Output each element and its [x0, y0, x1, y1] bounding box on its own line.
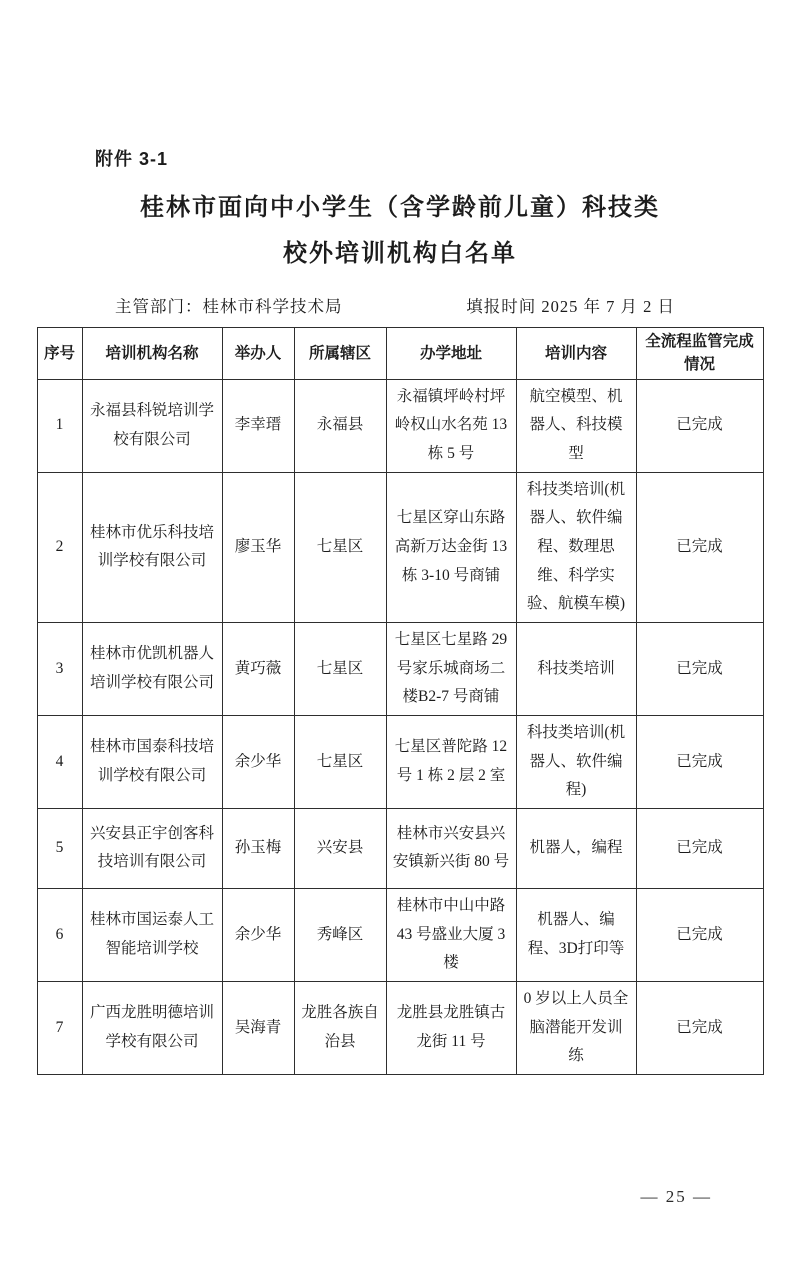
- table-cell-founder: 廖玉华: [222, 472, 294, 622]
- table-header-row: [37, 328, 763, 380]
- table-cell-name: 桂林市优乐科技培训学校有限公司: [82, 472, 222, 622]
- table-cell-content: 科技类培训: [516, 622, 636, 715]
- table-cell-district: 龙胜各族自治县: [294, 981, 386, 1074]
- table-cell-name: 广西龙胜明德培训学校有限公司: [82, 981, 222, 1074]
- table-cell-address: 七星区普陀路 12 号 1 栋 2 层 2 室: [386, 715, 516, 808]
- table-cell-status: 已完成: [636, 888, 763, 981]
- table-cell-founder: 余少华: [222, 715, 294, 808]
- document-title-line1: 桂林市面向中小学生（含学龄前儿童）科技类: [140, 194, 660, 221]
- table-cell-content: 科技类培训(机器人、软件编程、数理思维、科学实验、航模车模): [516, 472, 636, 622]
- table-cell-name: 桂林市国泰科技培训学校有限公司: [82, 715, 222, 808]
- table-cell-status: 已完成: [636, 808, 763, 888]
- table-cell-district: 七星区: [294, 622, 386, 715]
- table-cell-status: 已完成: [636, 981, 763, 1074]
- table-cell-no: 7: [37, 981, 82, 1074]
- table-row: [37, 715, 763, 808]
- header-cell: 序号: [37, 328, 82, 380]
- table-cell-founder: 孙玉梅: [222, 808, 294, 888]
- table-cell-address: 永福镇坪岭村坪岭权山水名苑 13 栋 5 号: [386, 379, 516, 472]
- header-cell: 所属辖区: [294, 328, 386, 380]
- table-cell-content: 机器人、编程、3D打印等: [516, 888, 636, 981]
- table-cell-status: 已完成: [636, 715, 763, 808]
- table-cell-no: 3: [37, 622, 82, 715]
- header-cell: 培训机构名称: [82, 328, 222, 380]
- meta-row: [115, 293, 675, 317]
- table-cell-name: 兴安县正宇创客科技培训有限公司: [82, 808, 222, 888]
- table-row: [37, 888, 763, 981]
- page-number: — 25 —: [640, 1187, 712, 1206]
- table-cell-status: 已完成: [636, 472, 763, 622]
- table-cell-name: 桂林市国运泰人工智能培训学校: [82, 888, 222, 981]
- table-cell-district: 兴安县: [294, 808, 386, 888]
- whitelist-table: [37, 327, 764, 1075]
- header-cell: 办学地址: [386, 328, 516, 380]
- table-cell-address: 桂林市兴安县兴安镇新兴街 80 号: [386, 808, 516, 888]
- document-title-line2: 校外培训机构白名单: [283, 240, 517, 267]
- table-cell-address: 龙胜县龙胜镇古龙街 11 号: [386, 981, 516, 1074]
- table-row: [37, 981, 763, 1074]
- report-time: 填报时间 2025 年 7 月 2 日: [466, 297, 675, 316]
- supervising-department: 主管部门：桂林市科学技术局: [115, 297, 343, 316]
- table-cell-founder: 黄巧薇: [222, 622, 294, 715]
- header-cell: 全流程监管完成情况: [636, 328, 763, 380]
- table-cell-no: 2: [37, 472, 82, 622]
- attachment-label: 附件 3-1: [95, 149, 169, 169]
- table-cell-founder: 李幸瑨: [222, 379, 294, 472]
- table-row: [37, 622, 763, 715]
- table-cell-district: 永福县: [294, 379, 386, 472]
- table-cell-name: 永福县科锐培训学校有限公司: [82, 379, 222, 472]
- table-cell-address: 七星区穿山东路高新万达金街 13 栋 3-10 号商铺: [386, 472, 516, 622]
- document-title: [0, 185, 800, 277]
- table-cell-district: 秀峰区: [294, 888, 386, 981]
- table-cell-address: 七星区七星路 29 号家乐城商场二楼B2-7 号商铺: [386, 622, 516, 715]
- table-cell-founder: 吴海青: [222, 981, 294, 1074]
- table-cell-name: 桂林市优凯机器人培训学校有限公司: [82, 622, 222, 715]
- table-cell-founder: 余少华: [222, 888, 294, 981]
- table-cell-no: 4: [37, 715, 82, 808]
- header-cell: 举办人: [222, 328, 294, 380]
- table-cell-no: 6: [37, 888, 82, 981]
- table-cell-content: 0 岁以上人员全脑潜能开发训练: [516, 981, 636, 1074]
- table-cell-content: 航空模型、机器人、科技模型: [516, 379, 636, 472]
- table-cell-address: 桂林市中山中路 43 号盛业大厦 3 楼: [386, 888, 516, 981]
- table-cell-district: 七星区: [294, 715, 386, 808]
- table-row: [37, 472, 763, 622]
- table-cell-no: 5: [37, 808, 82, 888]
- table-row: [37, 808, 763, 888]
- table-row: [37, 379, 763, 472]
- document-page: [0, 145, 800, 1276]
- table-cell-status: 已完成: [636, 622, 763, 715]
- table-cell-no: 1: [37, 379, 82, 472]
- table-cell-content: 科技类培训(机器人、软件编程): [516, 715, 636, 808]
- table-cell-content: 机器人，编程: [516, 808, 636, 888]
- table-cell-status: 已完成: [636, 379, 763, 472]
- header-cell: 培训内容: [516, 328, 636, 380]
- table-cell-district: 七星区: [294, 472, 386, 622]
